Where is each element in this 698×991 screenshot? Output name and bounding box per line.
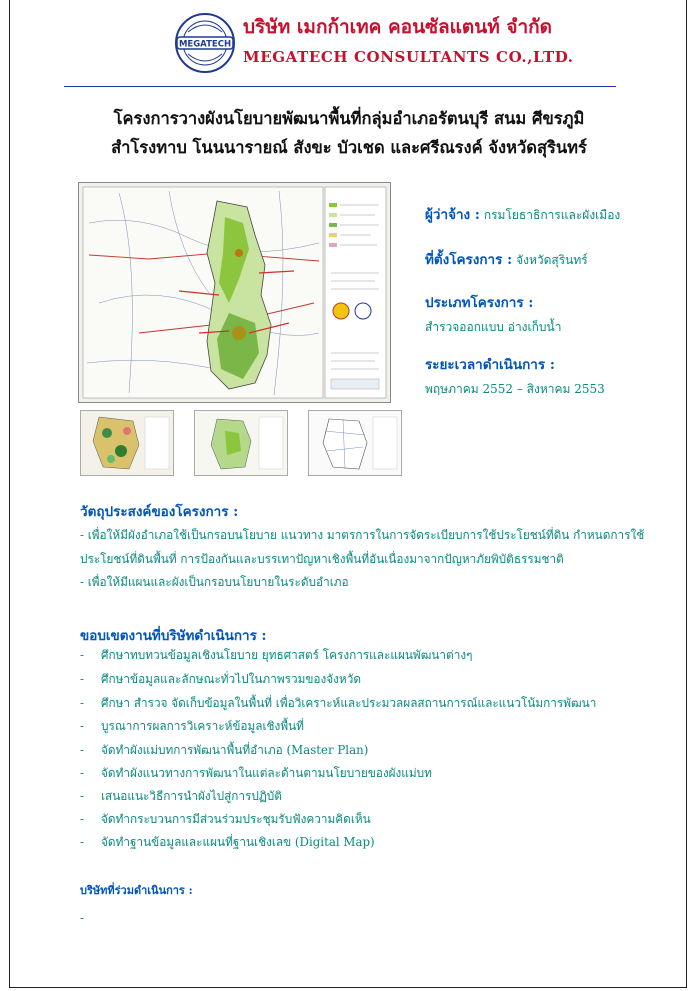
objective-line: ประโยชน์ที่ดินพื้นที่ การป้องกันและบรรเทาปัญหาเชิงพื้นที่อันเนื่องมาจากปัญหาภัยพิบัติธรรมชาติ xyxy=(80,552,564,566)
scope-item: - จัดทำฐานข้อมูลและแผนที่ฐานเชิงเลข (Digital Map) xyxy=(80,835,375,849)
header-divider xyxy=(64,86,616,87)
objectives-heading: วัตถุประสงค์ของโครงการ : xyxy=(80,504,239,520)
location-label: ที่ตั้งโครงการ : xyxy=(425,252,513,268)
scope-item: - บูรณาการผลการวิเคราะห์ข้อมูลเชิงพื้นที่ xyxy=(80,719,304,733)
scope-item: - ศึกษา สำรวจ จัดเก็บข้อมูลในพื้นที่ เพื่อวิเคราะห์และประมวลผลสถานการณ์และแนวโน้มการพัฒนา xyxy=(80,696,597,710)
client-value: กรมโยธาธิการและผังเมือง xyxy=(483,208,621,222)
period-value: พฤษภาคม 2552 – สิงหาคม 2553 xyxy=(425,382,605,396)
scope-item: - ศึกษาทบทวนข้อมูลเชิงนโยบาย ยุทธศาสตร์ โครงการและแผนพัฒนาต่างๆ xyxy=(80,648,473,662)
project-title-line1: โครงการวางผังนโยบายพัฒนาพื้นที่กลุ่มอำเภอรัตนบุรี สนม ศีขรภูมิ xyxy=(113,109,585,128)
scope-item: - ศึกษาข้อมูลและลักษณะทั่วไปในภาพรวมของจังหวัด xyxy=(80,672,361,686)
partners-heading: บริษัทที่ร่วมดำเนินการ : xyxy=(80,884,193,897)
location-row xyxy=(425,248,588,270)
project-title-line2: สำโรงทาบ โนนนารายณ์ สังขะ บัวเชด และศรีณรงค์ จังหวัดสุรินทร์ xyxy=(111,138,587,157)
partners-item: - xyxy=(80,911,85,925)
map-thumbnail-1 xyxy=(80,410,174,476)
type-label: ประเภทโครงการ : xyxy=(425,295,534,311)
scope-item: - จัดทำผังแม่บทการพัฒนาพื้นที่อำเภอ (Master Plan) xyxy=(80,743,369,757)
client-row xyxy=(425,203,620,225)
type-value: สำรวจออกแบบ อ่างเก็บน้ำ xyxy=(425,320,562,334)
map-thumbnail-3 xyxy=(308,410,402,476)
scope-item: - เสนอแนะวิธีการนำผังไปสู่การปฏิบัติ xyxy=(80,789,282,803)
objective-line: - เพื่อให้มีแผนและผังเป็นกรอบนโยบายในระดับอำเภอ xyxy=(80,575,349,589)
period-label: ระยะเวลาดำเนินการ : xyxy=(425,357,555,373)
scope-item: - จัดทำกระบวนการมีส่วนร่วมประชุมรับฟังความคิดเห็น xyxy=(80,812,371,826)
company-name-english: MEGATECH CONSULTANTS CO.,LTD. xyxy=(243,48,574,66)
map-thumbnail-2 xyxy=(194,410,288,476)
company-logo xyxy=(174,12,236,74)
svg-text:MEGATECH: MEGATECH xyxy=(178,39,232,50)
company-name-thai: บริษัท เมกก้าเทค คอนซัลแตนท์ จำกัด xyxy=(243,16,552,38)
location-value: จังหวัดสุรินทร์ xyxy=(516,253,588,267)
scope-heading: ขอบเขตงานที่บริษัทดำเนินการ : xyxy=(80,628,267,644)
scope-item: - จัดทำผังแนวทางการพัฒนาในแต่ละด้านตามนโยบายของผังแม่บท xyxy=(80,766,432,780)
project-map-image xyxy=(78,182,391,403)
objective-line: - เพื่อให้มีผังอำเภอใช้เป็นกรอบนโยบาย แนวทาง มาตรการในการจัดระเบียบการใช้ประโยชน์ที่ดิน กำหนดการใช้ xyxy=(80,528,645,542)
client-label: ผู้ว่าจ้าง : xyxy=(425,207,480,223)
